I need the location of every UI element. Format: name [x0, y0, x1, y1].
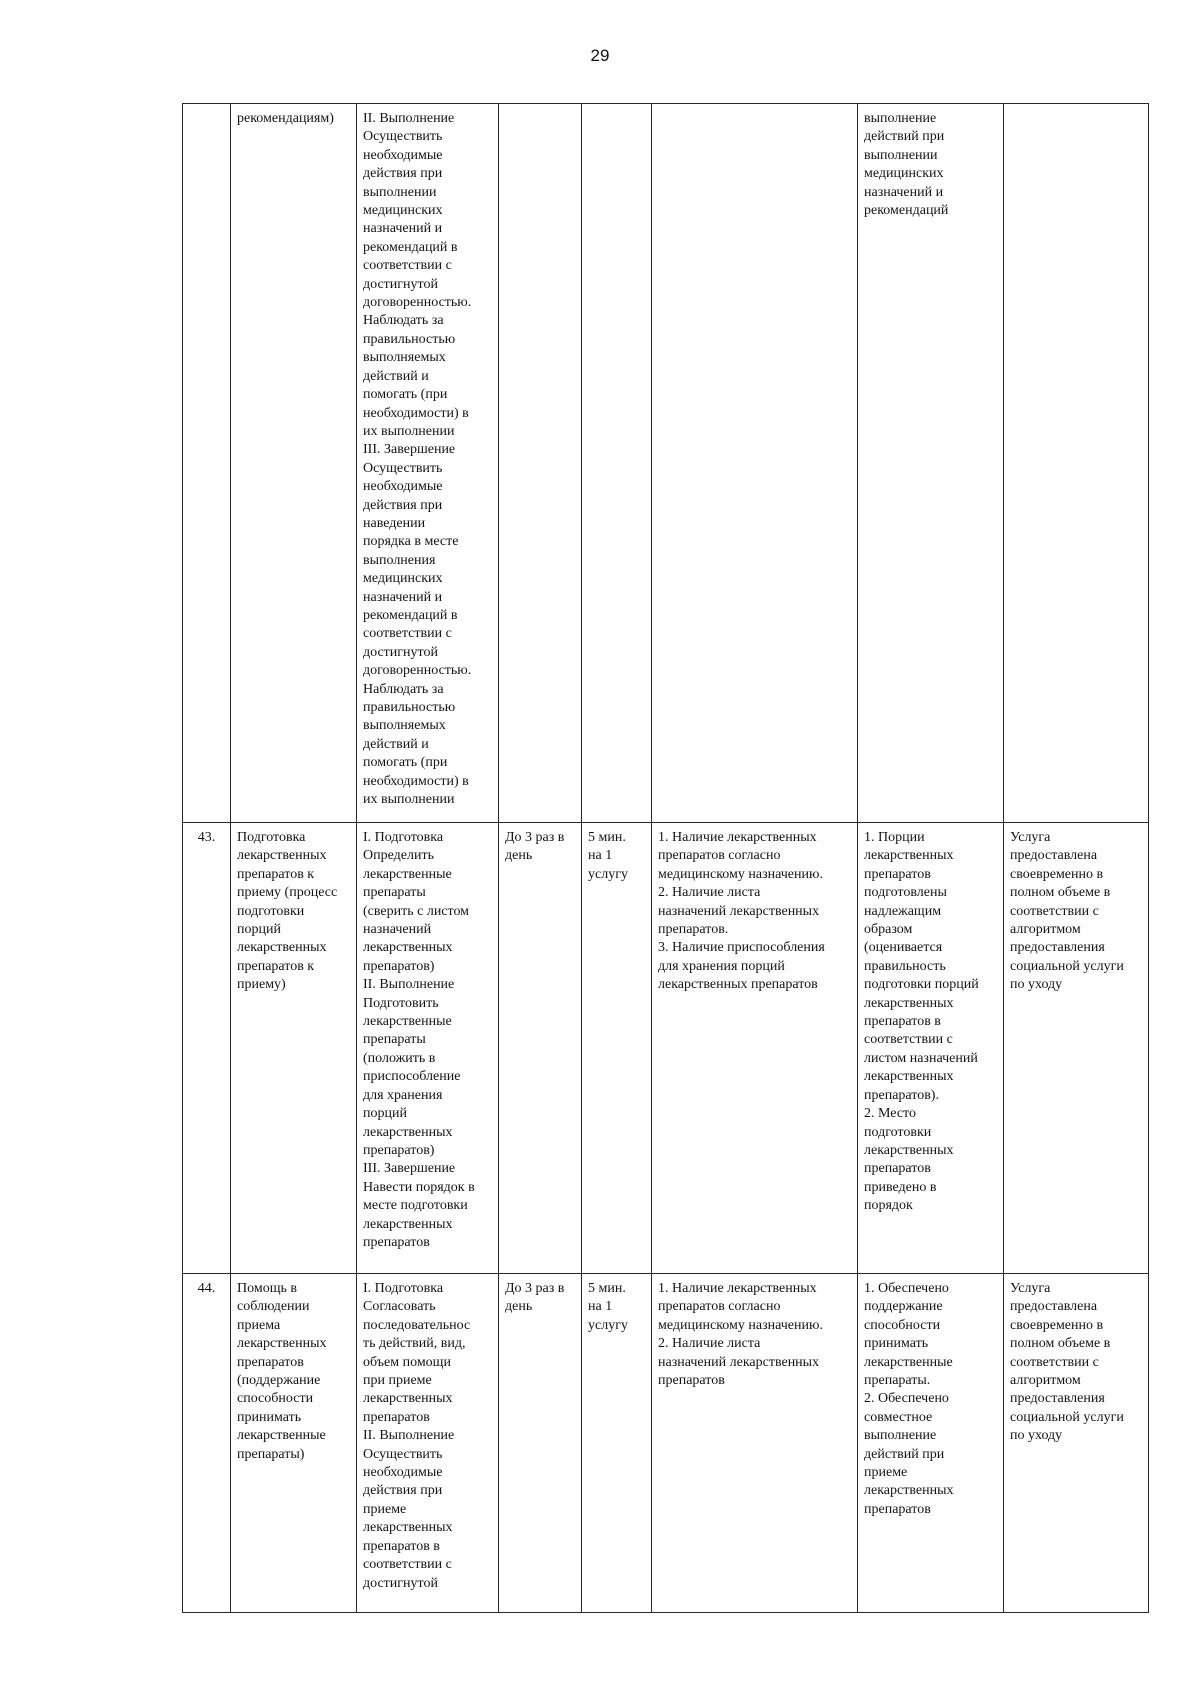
results-cell: выполнение действий при выполнении медицинских назначений и рекомендаций — [858, 104, 1004, 823]
evaluation-cell — [1004, 104, 1149, 823]
services-table — [182, 103, 1149, 1613]
evaluation-cell: Услуга предоставлена своевременно в полном объеме в соответствии с алгоритмом предоставления социальной услуги по уходу — [1004, 823, 1149, 1274]
conditions-cell: 1. Наличие лекарственных препаратов согласно медицинскому назначению. 2. Наличие листа назначений лекарственных препаратов — [652, 1274, 858, 1613]
service-steps-cell: I. Подготовка Согласовать последовательнос ть действий, вид, объем помощи при приеме лекарственных препаратов II. Выполнение Осуществить необходимые действия при приеме лекарственных препаратов в соответствии с достигнутой — [357, 1274, 499, 1613]
service-steps-cell: II. Выполнение Осуществить необходимые действия при выполнении медицинских назначений и рекомендаций в соответствии с достигнутой договоренностью. Наблюдать за правильностью выполняемых действий и помогать (при необходимости) в их выполнении III. Завершение Осуществить необходимые действия при наведении порядка в месте выполнения медицинских назначений и рекомендаций в соответствии с достигнутой договоренностью. Наблюдать за правильностью выполняемых действий и помогать (при необходимости) в их выполнении — [357, 104, 499, 823]
frequency-cell: До 3 раз в день — [499, 823, 582, 1274]
table-row — [183, 1274, 1149, 1613]
table-row — [183, 104, 1149, 823]
table-row — [183, 823, 1149, 1274]
row-number-cell: 44. — [183, 1274, 231, 1613]
service-steps-cell: I. Подготовка Определить лекарственные препараты (сверить с листом назначений лекарственных препаратов) II. Выполнение Подготовить лекарственные препараты (положить в приспособление для хранения порций лекарственных препаратов) III. Завершение Навести порядок в месте подготовки лекарственных препаратов — [357, 823, 499, 1274]
service-name-cell: рекомендациям) — [231, 104, 357, 823]
duration-cell: 5 мин. на 1 услугу — [582, 1274, 652, 1613]
results-cell: 1. Обеспечено поддержание способности принимать лекарственные препараты. 2. Обеспечено совместное выполнение действий при приеме лекарственных препаратов — [858, 1274, 1004, 1613]
service-name-cell: Помощь в соблюдении приема лекарственных препаратов (поддержание способности принимать лекарственные препараты) — [231, 1274, 357, 1613]
evaluation-cell: Услуга предоставлена своевременно в полном объеме в соответствии с алгоритмом предоставления социальной услуги по уходу — [1004, 1274, 1149, 1613]
page-number: 29 — [590, 46, 610, 65]
frequency-cell — [499, 104, 582, 823]
frequency-cell: До 3 раз в день — [499, 1274, 582, 1613]
duration-cell: 5 мин. на 1 услугу — [582, 823, 652, 1274]
duration-cell — [582, 104, 652, 823]
row-number-cell — [183, 104, 231, 823]
conditions-cell: 1. Наличие лекарственных препаратов согласно медицинскому назначению. 2. Наличие листа назначений лекарственных препаратов. 3. Наличие приспособления для хранения порций лекарственных препаратов — [652, 823, 858, 1274]
conditions-cell — [652, 104, 858, 823]
service-name-cell: Подготовка лекарственных препаратов к приему (процесс подготовки порций лекарственных препаратов к приему) — [231, 823, 357, 1274]
results-cell: 1. Порции лекарственных препаратов подготовлены надлежащим образом (оценивается правильность подготовки порций лекарственных препаратов в соответствии с листом назначений лекарственных препаратов). 2. Место подготовки лекарственных препаратов приведено в порядок — [858, 823, 1004, 1274]
row-number-cell: 43. — [183, 823, 231, 1274]
